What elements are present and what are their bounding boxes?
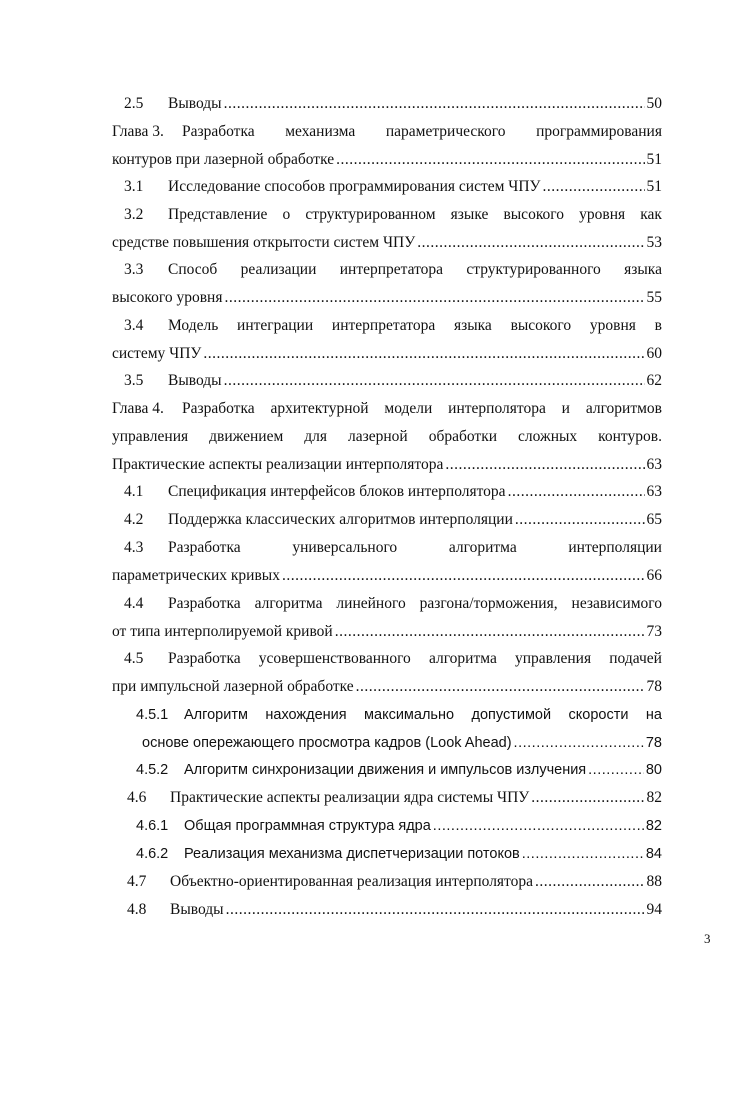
dot-leader [224, 94, 645, 114]
toc-word: движением [209, 428, 284, 445]
toc-word: управления [514, 650, 592, 667]
toc-word: языка [624, 261, 662, 278]
toc-entry-page: 78 [645, 735, 662, 751]
toc-entry-title: высокого уровня [112, 289, 223, 306]
toc-word: реализации [240, 261, 317, 278]
toc-entry-line [112, 344, 662, 364]
toc-entry-number: 4.5.2 [136, 762, 169, 778]
toc-entry-title-line [168, 594, 662, 614]
dot-leader [226, 900, 645, 920]
toc-entry-number: 3.2 [124, 206, 144, 223]
dot-leader [336, 150, 644, 170]
toc-word: Модель [168, 317, 219, 334]
toc-entry-number: 4.3 [124, 539, 144, 556]
toc-entry-line [112, 566, 662, 586]
toc-entry-number: 4.8 [127, 901, 147, 918]
toc-entry-line [184, 760, 662, 780]
dot-leader [224, 288, 644, 308]
toc-entry-page: 51 [646, 178, 662, 195]
toc-word: и [561, 400, 570, 417]
toc-entry-line [168, 482, 662, 502]
toc-entry-line [112, 622, 662, 642]
toc-word: в [654, 317, 662, 334]
toc-entry-line [112, 288, 662, 308]
toc-entry-number: 4.6.1 [136, 818, 169, 834]
toc-entry-line [168, 371, 662, 391]
toc-entry-title-line [112, 427, 662, 447]
toc-entry-number: 4.6 [127, 789, 147, 806]
toc-entry-title: Практические аспекты реализации ядра системы ЧПУ [170, 789, 530, 806]
dot-leader [433, 816, 644, 836]
toc-entry-page: 94 [646, 901, 662, 918]
toc-word: о [282, 206, 291, 223]
toc-entry-title: Выводы [168, 95, 222, 112]
toc-word: структурированного [466, 261, 601, 278]
toc-word: Разработка [182, 400, 255, 417]
dot-leader [515, 510, 645, 530]
toc-entry-line [170, 788, 662, 808]
toc-entry-title: Общая программная структура ядра [184, 818, 431, 834]
toc-entry-page: 63 [646, 483, 662, 500]
toc-entry-page: 82 [646, 789, 662, 806]
toc-word: как [640, 206, 662, 223]
toc-word: параметрического [385, 123, 506, 140]
toc-entry-line [168, 94, 662, 114]
toc-entry-title-line [168, 538, 662, 558]
toc-entry-number: 4.2 [124, 511, 144, 528]
toc-word: программирования [536, 123, 662, 140]
toc-entry-number: 4.6.2 [136, 846, 169, 862]
toc-word: разгона/торможения, [419, 595, 558, 612]
toc-entry-title-line [182, 399, 662, 419]
toc-entry-title: Исследование способов программирования систем ЧПУ [168, 178, 541, 195]
toc-entry-title: основе опережающего просмотра кадров (Look Ahead) [142, 735, 512, 751]
dot-leader [531, 788, 644, 808]
toc-entry-number: 3.1 [124, 178, 144, 195]
toc-entry-line [112, 677, 662, 697]
toc-entry-page: 66 [646, 567, 662, 584]
toc-word: языка [453, 317, 492, 334]
dot-leader [203, 344, 644, 364]
toc-word: обработки [428, 428, 498, 445]
toc-word: интерполяции [568, 539, 662, 556]
toc-word: сложных [518, 428, 578, 445]
toc-word: алгоритма [448, 539, 517, 556]
toc-entry-number: 4.7 [127, 873, 147, 890]
toc-word: скорости [568, 707, 629, 723]
toc-word: Способ [168, 261, 218, 278]
toc-word: для [304, 428, 328, 445]
dot-leader [445, 455, 644, 475]
toc-entry-title: систему ЧПУ [112, 345, 202, 362]
toc-entry-line [170, 900, 662, 920]
toc-word: высокого [510, 317, 572, 334]
toc-entry-page: 55 [646, 289, 662, 306]
toc-word: Представление [168, 206, 268, 223]
toc-entry-number: 3.4 [124, 317, 144, 334]
toc-word: алгоритмов [585, 400, 662, 417]
toc-word: уровня [579, 206, 626, 223]
dot-leader [356, 677, 645, 697]
dot-leader [282, 566, 645, 586]
toc-entry-page: 50 [646, 95, 662, 112]
dot-leader [417, 233, 644, 253]
toc-word: нахождения [265, 707, 347, 723]
toc-entry-page: 63 [646, 456, 662, 473]
toc-entry-title-line [168, 205, 662, 225]
toc-entry-page: 53 [646, 234, 662, 251]
toc-word: механизма [285, 123, 356, 140]
toc-word: допустимой [471, 707, 552, 723]
toc-word: интерполятора [448, 400, 546, 417]
toc-word: независимого [571, 595, 662, 612]
toc-entry-title: от типа интерполируемой кривой [112, 623, 333, 640]
toc-word: Разработка [168, 539, 241, 556]
toc-entry-title: контуров при лазерной обработке [112, 151, 335, 168]
toc-entry-title: средстве повышения открытости систем ЧПУ [112, 234, 416, 251]
toc-entry-line [168, 510, 662, 530]
toc-entry-page: 62 [646, 372, 662, 389]
toc-entry-page: 78 [646, 678, 662, 695]
toc-entry-number: 3.5 [124, 372, 144, 389]
dot-leader [224, 371, 645, 391]
toc-entry-line [170, 872, 662, 892]
toc-entry-page: 60 [646, 345, 662, 362]
toc-entry-page: 82 [645, 818, 662, 834]
toc-word: модели [384, 400, 433, 417]
toc-word: интерпретатора [331, 317, 436, 334]
toc-entry-number: 4.4 [124, 595, 144, 612]
toc-word: Алгоритм [184, 707, 248, 723]
toc-entry-line [184, 844, 662, 864]
dot-leader [535, 872, 644, 892]
toc-word: лазерной [348, 428, 408, 445]
toc-entry-title: Поддержка классических алгоритмов интерполяции [168, 511, 513, 528]
toc-entry-number: 4.5.1 [136, 707, 169, 723]
toc-word: интерпретатора [339, 261, 444, 278]
dot-leader [522, 844, 644, 864]
toc-entry-page: 65 [646, 511, 662, 528]
toc-entry-page: 84 [645, 846, 662, 862]
toc-word: максимально [364, 707, 455, 723]
toc-entry-title: Спецификация интерфейсов блоков интерполятора [168, 483, 506, 500]
dot-leader [588, 760, 644, 780]
toc-word: алгоритма [254, 595, 323, 612]
toc-entry-line [168, 177, 662, 197]
toc-entry-title: при импульсной лазерной обработке [112, 678, 354, 695]
toc-word: управления [112, 428, 189, 445]
toc-entry-title-line [182, 122, 662, 142]
toc-word: на [645, 707, 662, 723]
dot-leader [335, 622, 645, 642]
toc-entry-title: Реализация механизма диспетчеризации потоков [184, 846, 520, 862]
toc-entry-number: Глава 4. [112, 400, 164, 417]
toc-entry-title-line [184, 705, 662, 725]
toc-entry-page: 51 [646, 151, 662, 168]
toc-entry-number: 4.1 [124, 483, 144, 500]
toc-entry-title: Объектно-ориентированная реализация интерполятора [170, 873, 534, 890]
toc-word: универсального [292, 539, 398, 556]
toc-entry-line [112, 233, 662, 253]
toc-word: усовершенствованного [258, 650, 411, 667]
toc-entry-number: Глава 3. [112, 123, 164, 140]
toc-word: интеграции [237, 317, 314, 334]
toc-word: структурированном [305, 206, 436, 223]
toc-entry-line [142, 733, 662, 753]
toc-entry-line [112, 455, 662, 475]
toc-word: Разработка [168, 595, 241, 612]
toc-entry-page: 73 [646, 623, 662, 640]
dot-leader [514, 733, 644, 753]
toc-entry-title-line [168, 316, 662, 336]
toc-entry-title-line [168, 649, 662, 669]
toc-entry-title: параметрических кривых [112, 567, 280, 584]
toc-entry-title: Практические аспекты реализации интерполятора [112, 456, 444, 473]
dot-leader [508, 482, 645, 502]
toc-entry-number: 2.5 [124, 95, 144, 112]
toc-entry-number: 3.3 [124, 261, 144, 278]
toc-word: контуров. [598, 428, 662, 445]
toc-word: подачей [609, 650, 662, 667]
toc-entry-line [184, 816, 662, 836]
toc-entry-title-line [168, 260, 662, 280]
toc-entry-line [112, 150, 662, 170]
toc-entry-title: Выводы [170, 901, 224, 918]
toc-entry-page: 88 [646, 873, 662, 890]
toc-entry-number: 4.5 [124, 650, 144, 667]
toc-word: высокого [503, 206, 565, 223]
toc-word: Разработка [168, 650, 241, 667]
toc-word: алгоритма [428, 650, 497, 667]
toc-word: Разработка [182, 123, 255, 140]
toc-entry-title: Выводы [168, 372, 222, 389]
toc-word: архитектурной [270, 400, 369, 417]
toc-entry-page: 80 [645, 762, 662, 778]
dot-leader [543, 177, 645, 197]
toc-word: языке [450, 206, 489, 223]
page-number: 3 [704, 931, 711, 946]
toc-word: линейного [336, 595, 406, 612]
toc-word: уровня [589, 317, 636, 334]
toc-entry-title: Алгоритм синхронизации движения и импульсов излучения [184, 762, 587, 778]
